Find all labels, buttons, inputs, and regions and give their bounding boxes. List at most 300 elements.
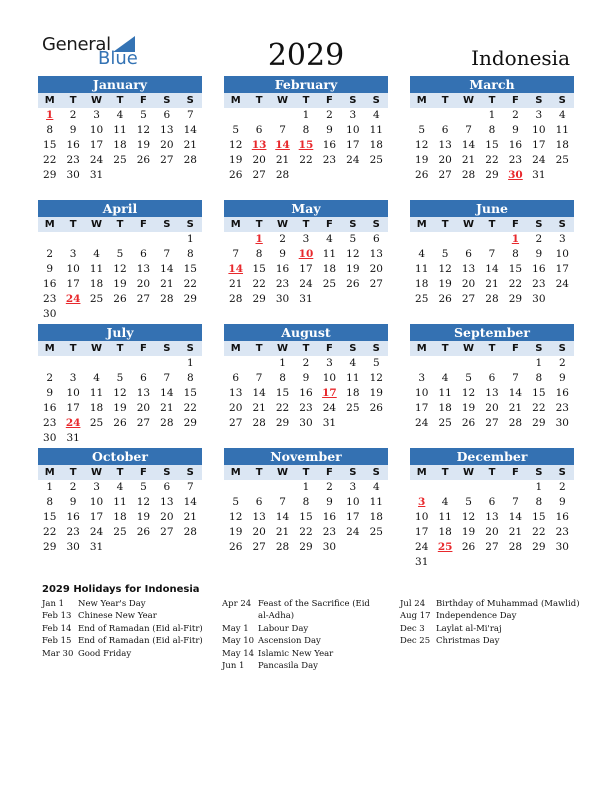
- day-cell: 25: [89, 293, 104, 305]
- weekday-label: S: [186, 95, 194, 106]
- weekday-label: S: [558, 467, 566, 478]
- day-cell: 31: [322, 417, 337, 429]
- day-cell: 26: [461, 541, 476, 553]
- day-cell: 14: [461, 139, 476, 151]
- weekday-label: T: [255, 219, 263, 230]
- day-cell: 23: [66, 154, 80, 166]
- day-cell: 25: [369, 526, 383, 538]
- holiday-name: End of Ramadan (Eid al-Fitr): [78, 636, 203, 647]
- day-cell: 22: [275, 402, 290, 414]
- day-cell: 17: [66, 402, 80, 414]
- day-cell: 27: [369, 278, 383, 290]
- holiday-column: [42, 598, 212, 660]
- day-cell: 6: [255, 496, 263, 508]
- day-cell: 23: [66, 526, 80, 538]
- weekday-header: [410, 93, 574, 108]
- day-cell: 12: [229, 511, 243, 523]
- day-cell: 27: [252, 169, 266, 181]
- weekday-label: T: [69, 219, 77, 230]
- weekday-label: M: [44, 343, 55, 354]
- day-cell: 25: [113, 154, 127, 166]
- day-cell: 5: [140, 109, 147, 121]
- day-cell: 14: [160, 263, 174, 275]
- day-cell: 19: [415, 154, 429, 166]
- weekday-label: T: [441, 343, 449, 354]
- day-cell: 26: [113, 293, 127, 305]
- day-cell: 16: [322, 139, 337, 151]
- weekday-label: F: [140, 219, 147, 230]
- day-cell: 29: [275, 417, 290, 429]
- holiday-day-cell: 1: [46, 109, 54, 121]
- holiday-date: Apr 24: [222, 599, 252, 609]
- day-cell: 13: [461, 263, 476, 275]
- month-title: January: [38, 76, 202, 93]
- day-cell: 31: [415, 556, 429, 568]
- day-cell: 9: [69, 496, 77, 508]
- day-cell: 19: [136, 139, 151, 151]
- day-cell: 5: [372, 357, 380, 369]
- holiday-day-cell: 14: [275, 139, 290, 151]
- day-cell: 12: [461, 387, 476, 399]
- day-cell: 14: [485, 263, 499, 275]
- day-cell: 9: [326, 124, 333, 136]
- weekday-label: S: [372, 219, 380, 230]
- day-cell: 29: [183, 293, 197, 305]
- day-cell: 7: [163, 372, 171, 384]
- day-cell: 23: [275, 278, 290, 290]
- day-cell: 26: [461, 417, 476, 429]
- month-october: [38, 448, 202, 555]
- day-cell: 5: [232, 496, 240, 508]
- day-cell: 14: [252, 387, 266, 399]
- day-cell: 2: [69, 109, 77, 121]
- day-cell: 28: [508, 417, 523, 429]
- day-cell: 14: [183, 496, 197, 508]
- day-cell: 30: [43, 308, 57, 320]
- day-cell: 21: [252, 402, 266, 414]
- weekday-label: F: [140, 343, 147, 354]
- month-title: June: [410, 200, 574, 217]
- day-cell: 4: [441, 372, 449, 384]
- holiday-date: Feb 15: [42, 636, 72, 647]
- day-cell: 16: [43, 402, 57, 414]
- day-cell: 10: [555, 248, 569, 260]
- day-cell: 6: [140, 248, 147, 260]
- day-cell: 17: [555, 263, 569, 275]
- day-cell: 26: [369, 402, 383, 414]
- day-cell: 11: [113, 496, 127, 508]
- day-cell: 21: [275, 154, 290, 166]
- weekday-header: [410, 465, 574, 480]
- day-cell: 7: [279, 496, 286, 508]
- day-cell: 27: [485, 417, 499, 429]
- day-cell: 5: [140, 481, 147, 493]
- day-cell: 16: [555, 511, 569, 523]
- empty-cell: [410, 480, 433, 495]
- day-cell: 13: [485, 387, 499, 399]
- day-cell: 12: [136, 496, 151, 508]
- day-cell: 21: [183, 511, 197, 523]
- holiday-name: Labour Day: [258, 623, 309, 634]
- weekday-label: W: [277, 343, 289, 354]
- day-cell: 29: [299, 541, 313, 553]
- day-cell: 24: [555, 278, 569, 290]
- day-cell: 2: [69, 481, 77, 493]
- empty-cell: [410, 232, 433, 247]
- day-cell: 3: [326, 357, 333, 369]
- day-cell: 22: [252, 278, 266, 290]
- empty-cell: [155, 232, 178, 247]
- day-cell: 28: [160, 293, 174, 305]
- day-cell: 18: [555, 139, 569, 151]
- empty-cell: [224, 356, 247, 371]
- day-cell: 9: [512, 124, 519, 136]
- day-cell: 14: [275, 511, 290, 523]
- day-cell: 14: [508, 387, 523, 399]
- day-cell: 21: [508, 402, 523, 414]
- day-grid: [38, 480, 202, 555]
- day-cell: 21: [160, 278, 174, 290]
- holiday-entry: [222, 623, 372, 635]
- month-february: [224, 76, 388, 183]
- day-cell: 22: [532, 526, 546, 538]
- day-cell: 6: [372, 233, 380, 245]
- day-cell: 10: [415, 387, 429, 399]
- day-cell: 30: [66, 169, 80, 181]
- day-cell: 13: [252, 511, 266, 523]
- day-cell: 25: [89, 417, 104, 429]
- day-cell: 25: [346, 402, 360, 414]
- day-cell: 18: [438, 402, 452, 414]
- day-cell: 23: [508, 154, 523, 166]
- day-cell: 19: [136, 511, 151, 523]
- holiday-day-cell: 17: [322, 387, 337, 399]
- day-cell: 6: [232, 372, 240, 384]
- day-cell: 25: [415, 293, 429, 305]
- day-cell: 27: [438, 169, 452, 181]
- holiday-day-cell: 10: [298, 248, 314, 260]
- empty-cell: [480, 480, 503, 495]
- day-cell: 2: [512, 109, 519, 121]
- day-cell: 20: [438, 154, 452, 166]
- day-cell: 6: [488, 372, 496, 384]
- day-cell: 8: [46, 124, 54, 136]
- day-cell: 26: [438, 293, 452, 305]
- empty-cell: [38, 232, 61, 247]
- weekday-label: M: [230, 343, 241, 354]
- day-cell: 11: [113, 124, 127, 136]
- day-cell: 7: [512, 496, 519, 508]
- day-cell: 26: [229, 541, 243, 553]
- day-cell: 2: [302, 357, 310, 369]
- day-cell: 3: [302, 233, 310, 245]
- day-cell: 17: [89, 511, 104, 523]
- weekday-label: T: [488, 219, 496, 230]
- day-cell: 26: [136, 526, 151, 538]
- empty-cell: [504, 480, 527, 495]
- day-cell: 12: [415, 139, 429, 151]
- day-cell: 5: [349, 233, 357, 245]
- day-cell: 11: [369, 124, 383, 136]
- day-cell: 8: [535, 496, 543, 508]
- month-august: [224, 324, 388, 431]
- day-grid: [224, 480, 388, 555]
- day-cell: 23: [555, 526, 569, 538]
- weekday-label: S: [372, 467, 380, 478]
- day-cell: 11: [322, 248, 337, 260]
- day-cell: 20: [252, 526, 266, 538]
- day-cell: 17: [346, 511, 360, 523]
- day-cell: 28: [160, 417, 174, 429]
- weekday-label: T: [255, 95, 263, 106]
- day-cell: 10: [415, 511, 429, 523]
- day-cell: 20: [485, 402, 499, 414]
- day-cell: 18: [415, 278, 429, 290]
- day-cell: 4: [349, 357, 357, 369]
- day-cell: 25: [438, 417, 452, 429]
- day-cell: 5: [465, 372, 472, 384]
- month-title: March: [410, 76, 574, 93]
- day-cell: 17: [532, 139, 546, 151]
- day-cell: 22: [183, 278, 197, 290]
- month-december: [410, 448, 574, 570]
- holiday-date: Feb 13: [42, 611, 72, 622]
- weekday-label: T: [302, 467, 310, 478]
- day-cell: 25: [555, 154, 569, 166]
- day-cell: 17: [415, 402, 429, 414]
- day-cell: 2: [326, 481, 333, 493]
- day-cell: 3: [418, 372, 426, 384]
- weekday-label: T: [69, 343, 77, 354]
- day-cell: 16: [322, 511, 337, 523]
- empty-cell: [410, 108, 433, 123]
- day-cell: 26: [415, 169, 429, 181]
- day-cell: 1: [46, 481, 54, 493]
- weekday-label: S: [372, 95, 380, 106]
- day-cell: 17: [415, 526, 429, 538]
- empty-cell: [433, 232, 456, 247]
- holiday-name: Birthday of Muhammad (Mawlid): [436, 599, 580, 609]
- day-cell: 18: [369, 139, 383, 151]
- month-title: August: [224, 324, 388, 341]
- weekday-label: F: [512, 467, 519, 478]
- holiday-date: Jun 1: [222, 661, 245, 672]
- month-title: October: [38, 448, 202, 465]
- day-cell: 23: [322, 526, 337, 538]
- day-cell: 30: [275, 293, 290, 305]
- day-cell: 18: [89, 402, 104, 414]
- holiday-day-cell: 1: [255, 233, 263, 245]
- day-cell: 10: [346, 496, 360, 508]
- day-cell: 6: [441, 124, 449, 136]
- month-january: [38, 76, 202, 183]
- day-cell: 9: [535, 248, 543, 260]
- month-may: [224, 200, 388, 307]
- day-cell: 12: [369, 372, 383, 384]
- weekday-header: [38, 465, 202, 480]
- weekday-label: S: [349, 467, 357, 478]
- day-cell: 29: [532, 417, 546, 429]
- day-grid: [410, 356, 574, 431]
- day-cell: 2: [279, 233, 286, 245]
- month-june: [410, 200, 574, 307]
- day-cell: 5: [441, 248, 449, 260]
- holiday-name: Pancasila Day: [258, 661, 318, 672]
- day-cell: 12: [113, 387, 127, 399]
- holiday-entry: [42, 623, 212, 635]
- day-cell: 28: [229, 293, 243, 305]
- day-cell: 21: [508, 526, 523, 538]
- holiday-date: Jan 1: [42, 599, 65, 609]
- holiday-entry: [42, 598, 212, 610]
- day-cell: 31: [299, 293, 313, 305]
- day-cell: 15: [508, 263, 523, 275]
- weekday-label: T: [441, 95, 449, 106]
- empty-cell: [457, 108, 480, 123]
- day-cell: 21: [183, 139, 197, 151]
- day-cell: 16: [275, 263, 290, 275]
- holiday-entry: [400, 598, 580, 610]
- day-cell: 13: [136, 263, 151, 275]
- holiday-date: Feb 14: [42, 623, 72, 634]
- day-cell: 16: [508, 139, 523, 151]
- day-cell: 30: [532, 293, 546, 305]
- day-cell: 4: [326, 233, 333, 245]
- day-cell: 27: [136, 417, 151, 429]
- day-cell: 8: [302, 496, 310, 508]
- holiday-date: May 1: [222, 623, 249, 634]
- day-cell: 24: [532, 154, 546, 166]
- day-cell: 9: [302, 372, 310, 384]
- day-cell: 1: [535, 481, 543, 493]
- day-cell: 23: [43, 417, 57, 429]
- weekday-label: W: [91, 467, 103, 478]
- weekday-header: [410, 217, 574, 232]
- holiday-date: May 10: [222, 636, 255, 647]
- day-cell: 31: [89, 541, 104, 553]
- day-cell: 4: [441, 496, 449, 508]
- day-cell: 18: [113, 139, 127, 151]
- day-cell: 3: [69, 248, 77, 260]
- day-cell: 5: [116, 248, 124, 260]
- weekday-label: S: [186, 343, 194, 354]
- weekday-label: W: [91, 343, 103, 354]
- day-cell: 8: [279, 372, 286, 384]
- day-cell: 19: [346, 263, 360, 275]
- day-cell: 4: [418, 248, 426, 260]
- empty-cell: [480, 232, 503, 247]
- day-cell: 10: [532, 124, 546, 136]
- holiday-day-cell: 24: [65, 293, 81, 305]
- day-cell: 22: [299, 154, 313, 166]
- day-cell: 27: [485, 541, 499, 553]
- day-cell: 24: [89, 526, 104, 538]
- day-cell: 19: [113, 402, 127, 414]
- day-cell: 8: [186, 372, 194, 384]
- day-cell: 13: [229, 387, 243, 399]
- day-cell: 20: [136, 278, 151, 290]
- holiday-day-cell: 25: [437, 541, 453, 553]
- weekday-label: F: [326, 343, 333, 354]
- month-title: February: [224, 76, 388, 93]
- empty-cell: [433, 108, 456, 123]
- day-cell: 28: [461, 169, 476, 181]
- day-cell: 17: [346, 139, 360, 151]
- day-cell: 29: [508, 293, 523, 305]
- weekday-label: T: [116, 95, 124, 106]
- weekday-label: M: [44, 467, 55, 478]
- weekday-header: [224, 217, 388, 232]
- day-cell: 15: [275, 387, 290, 399]
- day-cell: 8: [535, 372, 543, 384]
- day-cell: 16: [555, 387, 569, 399]
- day-cell: 1: [279, 357, 286, 369]
- weekday-label: T: [116, 467, 124, 478]
- holiday-entry: [222, 648, 372, 660]
- day-cell: 20: [369, 263, 383, 275]
- weekday-label: T: [302, 95, 310, 106]
- day-cell: 17: [66, 278, 80, 290]
- holiday-name: Feast of the Sacrifice (Eid al-Adha): [258, 599, 370, 622]
- day-cell: 10: [322, 372, 337, 384]
- day-cell: 1: [186, 233, 194, 245]
- holiday-day-cell: 13: [251, 139, 267, 151]
- day-cell: 1: [302, 109, 310, 121]
- day-cell: 31: [89, 169, 104, 181]
- day-cell: 17: [299, 263, 313, 275]
- weekday-label: T: [116, 219, 124, 230]
- holiday-name: Good Friday: [78, 648, 132, 659]
- day-cell: 21: [461, 154, 476, 166]
- weekday-label: M: [230, 95, 241, 106]
- day-cell: 29: [43, 169, 57, 181]
- weekday-label: F: [512, 95, 519, 106]
- empty-cell: [224, 480, 247, 495]
- weekday-label: W: [463, 467, 475, 478]
- holiday-name: Christmas Day: [436, 636, 500, 647]
- holiday-name: New Year's Day: [78, 599, 146, 609]
- day-cell: 22: [299, 526, 313, 538]
- day-cell: 16: [299, 387, 313, 399]
- weekday-label: S: [535, 343, 543, 354]
- weekday-label: F: [326, 467, 333, 478]
- day-cell: 8: [302, 124, 310, 136]
- weekday-label: M: [230, 219, 241, 230]
- weekday-label: S: [558, 95, 566, 106]
- day-cell: 2: [46, 372, 54, 384]
- day-cell: 11: [555, 124, 569, 136]
- day-cell: 23: [322, 154, 337, 166]
- day-cell: 12: [113, 263, 127, 275]
- day-cell: 7: [512, 372, 519, 384]
- day-cell: 2: [326, 109, 333, 121]
- day-cell: 12: [346, 248, 360, 260]
- day-cell: 3: [69, 372, 77, 384]
- day-cell: 11: [369, 496, 383, 508]
- day-cell: 7: [255, 372, 263, 384]
- day-cell: 13: [136, 387, 151, 399]
- day-cell: 28: [275, 169, 290, 181]
- day-cell: 24: [346, 526, 360, 538]
- day-cell: 20: [160, 139, 174, 151]
- holiday-entry: [222, 598, 372, 623]
- empty-cell: [38, 356, 61, 371]
- day-cell: 27: [461, 293, 476, 305]
- brand-blue: Blue: [98, 48, 138, 69]
- day-cell: 27: [229, 417, 243, 429]
- day-cell: 24: [415, 541, 429, 553]
- empty-cell: [410, 356, 433, 371]
